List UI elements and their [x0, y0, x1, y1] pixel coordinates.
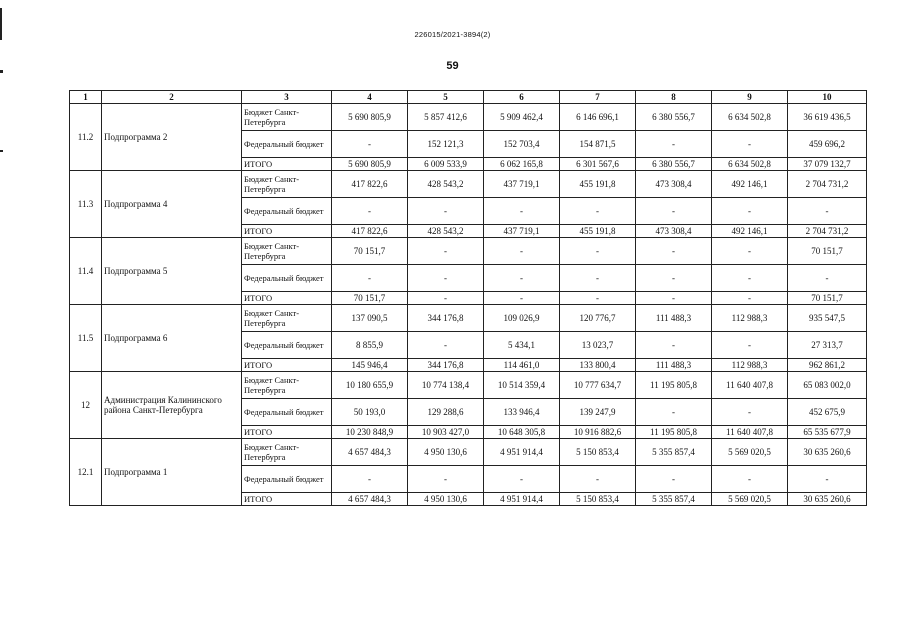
total-value-cell: 65 083 002,0 — [788, 372, 867, 399]
year-value-cell: 10 774 138,4 — [408, 372, 484, 399]
year-value-cell: 8 855,9 — [332, 332, 408, 359]
year-value-cell: 455 191,8 — [560, 225, 636, 238]
year-value-cell: 5 150 853,4 — [560, 493, 636, 506]
year-value-cell: 417 822,6 — [332, 225, 408, 238]
funding-source: ИТОГО — [242, 292, 332, 305]
year-value-cell: 139 247,9 — [560, 399, 636, 426]
year-value-cell: - — [484, 265, 560, 292]
total-value-cell: - — [788, 198, 867, 225]
year-value-cell: - — [332, 198, 408, 225]
year-value-cell: 109 026,9 — [484, 305, 560, 332]
year-value-cell: 152 703,4 — [484, 131, 560, 158]
program-name: Подпрограмма 5 — [102, 238, 242, 305]
year-value-cell: 344 176,8 — [408, 305, 484, 332]
year-value-cell: 111 488,3 — [636, 359, 712, 372]
year-value-cell: - — [560, 265, 636, 292]
funding-source: Федеральный бюджет — [242, 332, 332, 359]
year-value-cell: - — [636, 238, 712, 265]
funding-source: Федеральный бюджет — [242, 131, 332, 158]
total-value-cell: 36 619 436,5 — [788, 104, 867, 131]
table-row — [70, 171, 867, 198]
year-value-cell: - — [636, 265, 712, 292]
year-value-cell: 6 634 502,8 — [712, 158, 788, 171]
year-value-cell: 114 461,0 — [484, 359, 560, 372]
year-value-cell: - — [636, 131, 712, 158]
column-header: 8 — [636, 91, 712, 104]
column-header: 2 — [102, 91, 242, 104]
funding-source: ИТОГО — [242, 493, 332, 506]
year-value-cell: 10 180 655,9 — [332, 372, 408, 399]
year-value-cell: 70 151,7 — [332, 292, 408, 305]
total-value-cell: 65 535 677,9 — [788, 426, 867, 439]
year-value-cell: 473 308,4 — [636, 225, 712, 238]
year-value-cell: 5 355 857,4 — [636, 493, 712, 506]
year-value-cell: 50 193,0 — [332, 399, 408, 426]
year-value-cell: 5 150 853,4 — [560, 439, 636, 466]
year-value-cell: - — [712, 265, 788, 292]
table-row — [70, 104, 867, 131]
total-value-cell: - — [788, 466, 867, 493]
funding-source: ИТОГО — [242, 158, 332, 171]
total-value-cell: 962 861,2 — [788, 359, 867, 372]
year-value-cell: 6 380 556,7 — [636, 158, 712, 171]
year-value-cell: 6 009 533,9 — [408, 158, 484, 171]
table-body — [70, 104, 867, 506]
year-value-cell: 133 800,4 — [560, 359, 636, 372]
year-value-cell: 10 777 634,7 — [560, 372, 636, 399]
year-value-cell: 10 916 882,6 — [560, 426, 636, 439]
program-name: Администрация Калининского района Санкт-Петербурга — [102, 372, 242, 439]
funding-source: Федеральный бюджет — [242, 466, 332, 493]
funding-source: Бюджет Санкт-Петербурга — [242, 238, 332, 265]
year-value-cell: 492 146,1 — [712, 225, 788, 238]
year-value-cell: - — [712, 198, 788, 225]
table-row — [70, 372, 867, 399]
funding-source: Федеральный бюджет — [242, 198, 332, 225]
year-value-cell: 5 690 805,9 — [332, 158, 408, 171]
year-value-cell: 120 776,7 — [560, 305, 636, 332]
year-value-cell: - — [560, 292, 636, 305]
total-value-cell: 452 675,9 — [788, 399, 867, 426]
total-value-cell: 30 635 260,6 — [788, 493, 867, 506]
table-header — [70, 91, 867, 104]
year-value-cell: - — [408, 238, 484, 265]
funding-source: Бюджет Санкт-Петербурга — [242, 104, 332, 131]
funding-source: ИТОГО — [242, 359, 332, 372]
funding-source: Бюджет Санкт-Петербурга — [242, 372, 332, 399]
year-value-cell: 112 988,3 — [712, 305, 788, 332]
row-index: 12 — [70, 372, 102, 439]
program-name: Подпрограмма 4 — [102, 171, 242, 238]
year-value-cell: 5 909 462,4 — [484, 104, 560, 131]
year-value-cell: 11 195 805,8 — [636, 372, 712, 399]
program-name: Подпрограмма 2 — [102, 104, 242, 171]
year-value-cell: 4 950 130,6 — [408, 439, 484, 466]
year-value-cell: 111 488,3 — [636, 305, 712, 332]
column-header: 9 — [712, 91, 788, 104]
year-value-cell: 11 640 407,8 — [712, 426, 788, 439]
column-header: 7 — [560, 91, 636, 104]
row-index: 12.1 — [70, 439, 102, 506]
year-value-cell: - — [560, 238, 636, 265]
year-value-cell: - — [712, 399, 788, 426]
year-value-cell: 154 871,5 — [560, 131, 636, 158]
year-value-cell: - — [712, 466, 788, 493]
year-value-cell: 5 355 857,4 — [636, 439, 712, 466]
year-value-cell: 5 569 020,5 — [712, 439, 788, 466]
year-value-cell: - — [484, 292, 560, 305]
table-row — [70, 305, 867, 332]
year-value-cell: - — [560, 466, 636, 493]
year-value-cell: - — [484, 238, 560, 265]
document-id: 226015/2021-3894(2) — [414, 30, 491, 39]
scan-margin-mark — [0, 150, 3, 152]
total-value-cell: - — [788, 265, 867, 292]
year-value-cell: - — [408, 265, 484, 292]
year-value-cell: - — [332, 466, 408, 493]
total-value-cell: 2 704 731,2 — [788, 171, 867, 198]
year-value-cell: 5 857 412,6 — [408, 104, 484, 131]
funding-source: Федеральный бюджет — [242, 265, 332, 292]
year-value-cell: 10 903 427,0 — [408, 426, 484, 439]
year-value-cell: - — [636, 466, 712, 493]
total-value-cell: 30 635 260,6 — [788, 439, 867, 466]
year-value-cell: 4 951 914,4 — [484, 493, 560, 506]
year-value-cell: 10 230 848,9 — [332, 426, 408, 439]
total-value-cell: 37 079 132,7 — [788, 158, 867, 171]
budget-table — [69, 90, 867, 506]
year-value-cell: 437 719,1 — [484, 225, 560, 238]
funding-source: Бюджет Санкт-Петербурга — [242, 171, 332, 198]
year-value-cell: - — [408, 198, 484, 225]
year-value-cell: - — [332, 131, 408, 158]
year-value-cell: 417 822,6 — [332, 171, 408, 198]
year-value-cell: - — [712, 238, 788, 265]
year-value-cell: - — [484, 466, 560, 493]
total-value-cell: 70 151,7 — [788, 238, 867, 265]
total-value-cell: 70 151,7 — [788, 292, 867, 305]
year-value-cell: 10 514 359,4 — [484, 372, 560, 399]
year-value-cell: - — [712, 131, 788, 158]
year-value-cell: 437 719,1 — [484, 171, 560, 198]
year-value-cell: 133 946,4 — [484, 399, 560, 426]
year-value-cell: - — [408, 332, 484, 359]
column-header: 5 — [408, 91, 484, 104]
column-header: 4 — [332, 91, 408, 104]
year-value-cell: 492 146,1 — [712, 171, 788, 198]
year-value-cell: 5 690 805,9 — [332, 104, 408, 131]
year-value-cell: - — [408, 466, 484, 493]
year-value-cell: 11 640 407,8 — [712, 372, 788, 399]
year-value-cell: 137 090,5 — [332, 305, 408, 332]
year-value-cell: 11 195 805,8 — [636, 426, 712, 439]
table-row — [70, 439, 867, 466]
row-index: 11.3 — [70, 171, 102, 238]
total-value-cell: 935 547,5 — [788, 305, 867, 332]
column-header: 1 — [70, 91, 102, 104]
year-value-cell: - — [408, 292, 484, 305]
year-value-cell: 152 121,3 — [408, 131, 484, 158]
year-value-cell: 6 634 502,8 — [712, 104, 788, 131]
year-value-cell: 5 434,1 — [484, 332, 560, 359]
year-value-cell: 6 146 696,1 — [560, 104, 636, 131]
funding-source: Бюджет Санкт-Петербурга — [242, 305, 332, 332]
year-value-cell: 4 951 914,4 — [484, 439, 560, 466]
year-value-cell: 70 151,7 — [332, 238, 408, 265]
column-header: 6 — [484, 91, 560, 104]
year-value-cell: - — [636, 332, 712, 359]
column-header: 10 — [788, 91, 867, 104]
program-name: Подпрограмма 6 — [102, 305, 242, 372]
year-value-cell: 145 946,4 — [332, 359, 408, 372]
year-value-cell: 6 062 165,8 — [484, 158, 560, 171]
year-value-cell: 5 569 020,5 — [712, 493, 788, 506]
year-value-cell: 4 657 484,3 — [332, 439, 408, 466]
year-value-cell: 13 023,7 — [560, 332, 636, 359]
column-header: 3 — [242, 91, 332, 104]
funding-source: ИТОГО — [242, 426, 332, 439]
year-value-cell: 4 950 130,6 — [408, 493, 484, 506]
year-value-cell: 428 543,2 — [408, 171, 484, 198]
row-index: 11.4 — [70, 238, 102, 305]
program-name: Подпрограмма 1 — [102, 439, 242, 506]
year-value-cell: - — [560, 198, 636, 225]
year-value-cell: 6 301 567,6 — [560, 158, 636, 171]
year-value-cell: 112 988,3 — [712, 359, 788, 372]
year-value-cell: - — [484, 198, 560, 225]
year-value-cell: 428 543,2 — [408, 225, 484, 238]
table-row — [70, 238, 867, 265]
row-index: 11.2 — [70, 104, 102, 171]
year-value-cell: 473 308,4 — [636, 171, 712, 198]
total-value-cell: 459 696,2 — [788, 131, 867, 158]
year-value-cell: 6 380 556,7 — [636, 104, 712, 131]
year-value-cell: - — [712, 292, 788, 305]
year-value-cell: - — [636, 198, 712, 225]
year-value-cell: 10 648 305,8 — [484, 426, 560, 439]
year-value-cell: 129 288,6 — [408, 399, 484, 426]
year-value-cell: - — [712, 332, 788, 359]
year-value-cell: 4 657 484,3 — [332, 493, 408, 506]
funding-source: ИТОГО — [242, 225, 332, 238]
year-value-cell: 344 176,8 — [408, 359, 484, 372]
funding-source: Бюджет Санкт-Петербурга — [242, 439, 332, 466]
total-value-cell: 2 704 731,2 — [788, 225, 867, 238]
total-value-cell: 27 313,7 — [788, 332, 867, 359]
funding-source: Федеральный бюджет — [242, 399, 332, 426]
year-value-cell: 455 191,8 — [560, 171, 636, 198]
row-index: 11.5 — [70, 305, 102, 372]
page-number: 59 — [446, 60, 459, 72]
year-value-cell: - — [636, 292, 712, 305]
year-value-cell: - — [332, 265, 408, 292]
year-value-cell: - — [636, 399, 712, 426]
